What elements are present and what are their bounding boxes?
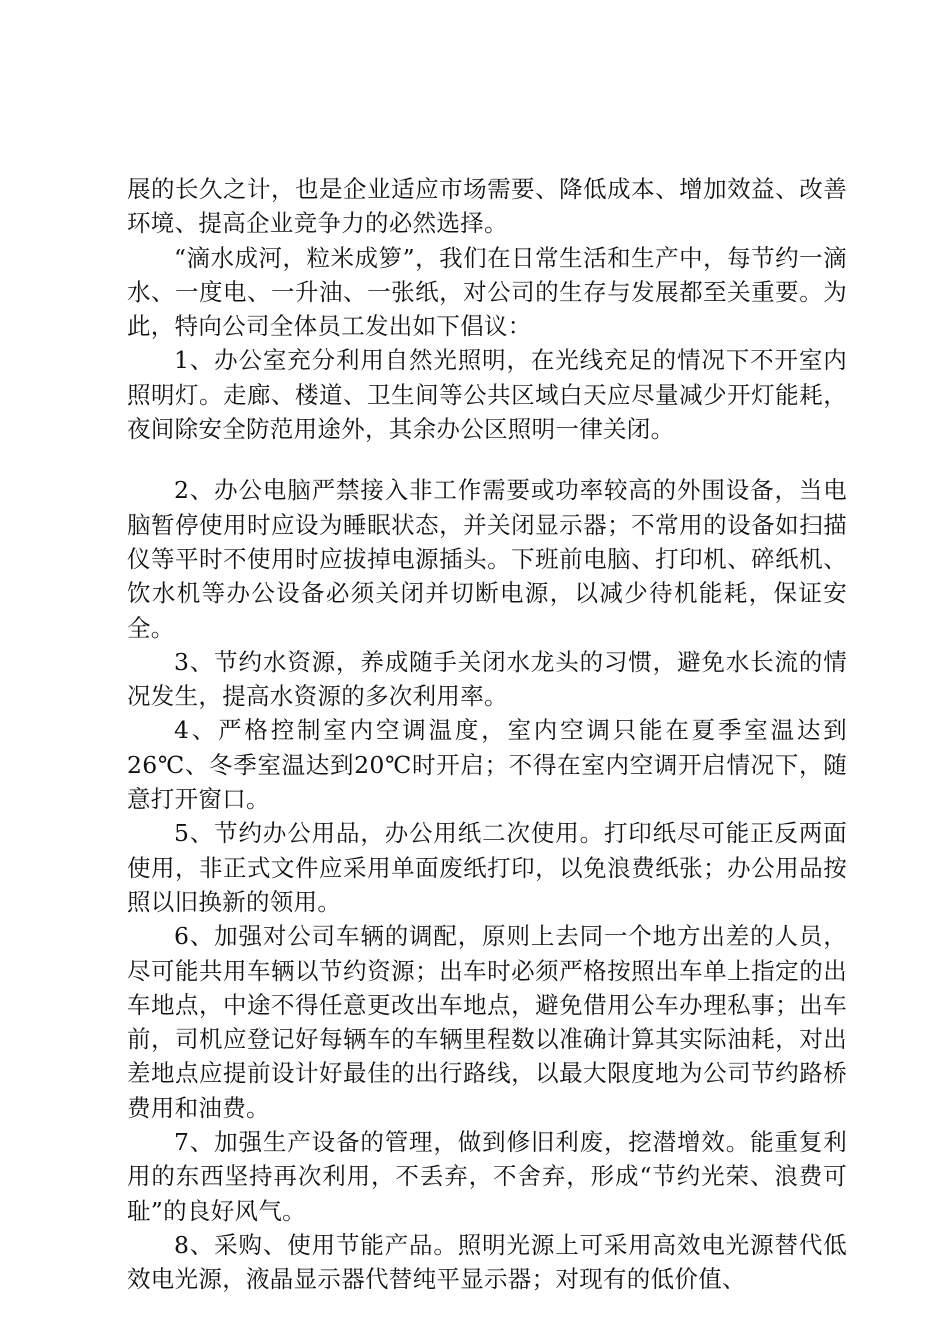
paragraph-item-4: 4、严格控制室内空调温度，室内空调只能在夏季室温达到26℃、冬季室温达到20℃时开启；不得在室内空调开启情况下，随意打开窗口。 (127, 716, 847, 814)
paragraph-continuation: 展的长久之计，也是企业适应市场需要、降低成本、增加效益、改善环境、提高企业竞争力的必然选择。 (127, 175, 847, 238)
paragraph-item-2: 2、办公电脑严禁接入非工作需要或功率较高的外围设备，当电脑暂停使用时应设为睡眠状态，并关闭显示器；不常用的设备如扫描仪等平时不使用时应拔掉电源插头。下班前电脑、打印机、碎纸机、饮水机等办公设备必须关闭并切断电源，以减少待机能耗，保证安全。 (127, 476, 847, 642)
paragraph-item-7: 7、加强生产设备的管理，做到修旧利废，挖潜增效。能重复利用的东西坚持再次利用，不丢弃，不舍弃，形成“节约光荣、浪费可耻”的良好风气。 (127, 1128, 847, 1225)
paragraph-item-6: 6、加强对公司车辆的调配，原则上去同一个地方出差的人员，尽可能共用车辆以节约资源；出车时必须严格按照出车单上指定的出车地点，中途不得任意更改出车地点，避免借用公车办理私事；出车前，司机应登记好每辆车的车辆里程数以准确计算其实际油耗，对出差地点应提前设计好最佳的出行路线，以最大限度地为公司节约路桥费用和油费。 (127, 922, 847, 1122)
paragraph-item-8: 8、采购、使用节能产品。照明光源上可采用高效电光源替代低效电光源，液晶显示器代替纯平显示器；对现有的低价值、 (127, 1230, 847, 1294)
paragraph-item-5: 5、节约办公用品，办公用纸二次使用。打印纸尽可能正反两面使用，非正式文件应采用单面废纸打印，以免浪费纸张；办公用品按照以旧换新的领用。 (127, 819, 847, 916)
paragraph-item-1: 1、办公室充分利用自然光照明，在光线充足的情况下不开室内照明灯。走廊、楼道、卫生间等公共区域白天应尽量减少开灯能耗，夜间除安全防范用途外，其余办公区照明一律关闭。 (127, 346, 847, 444)
paragraph-intro: “滴水成河，粒米成箩”，我们在日常生活和生产中，每节约一滴水、一度电、一升油、一张纸，对公司的生存与发展都至关重要。为此，特向公司全体员工发出如下倡议： (127, 243, 847, 341)
document-body (127, 172, 847, 1297)
paragraph-item-3: 3、节约水资源，养成随手关闭水龙头的习惯，避免水长流的情况发生，提高水资源的多次利用率。 (127, 647, 847, 711)
